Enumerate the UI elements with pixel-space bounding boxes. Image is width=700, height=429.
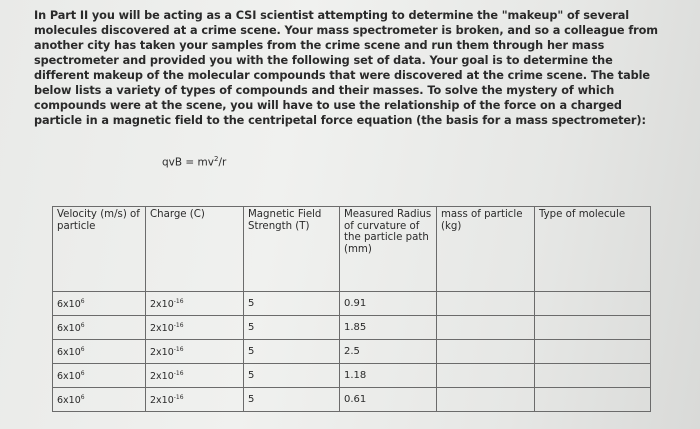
equation-exponent: 2 [214,155,219,163]
equation-left: qvB = mv [162,156,214,169]
charge-cell: $2x10^{-16}$ [146,316,244,340]
mass-spectrometer-data-table [52,206,651,412]
radius-cell: 1.85 [340,316,437,340]
charge-cell: $2x10^{-16}$ [146,388,244,412]
equation-right: /r [218,156,227,169]
molecule-type-cell[interactable] [535,364,651,388]
molecule-type-cell[interactable] [535,292,651,316]
mass-cell[interactable] [437,388,535,412]
velocity-cell: $6x10^6$ [53,388,146,412]
field-cell: 5 [244,292,340,316]
table-row [53,388,651,412]
header-charge: Charge (C) [146,207,244,292]
velocity-cell: $6x10^6$ [53,292,146,316]
mass-cell[interactable] [437,340,535,364]
molecule-type-cell[interactable] [535,316,651,340]
radius-cell: 2.5 [340,340,437,364]
charge-cell: $2x10^{-16}$ [146,340,244,364]
mass-cell[interactable] [437,292,535,316]
charge-cell: $2x10^{-16}$ [146,292,244,316]
mass-cell[interactable] [437,316,535,340]
velocity-cell: $6x10^6$ [53,364,146,388]
header-radius: Measured Radius of curvature of the particle path (mm) [340,207,437,292]
table-row [53,364,651,388]
radius-cell: 1.18 [340,364,437,388]
instructions-paragraph: In Part II you will be acting as a CSI scientist attempting to determine the "makeup" of several molecules discovered at a crime scene. Your mass spectrometer is broken, and so a colleague from another city has taken your samples from the crime scene and run them through her mass spectrometer and provided you with the following set of data. Your goal is to determine the different makeup of the molecular compounds that were discovered at the crime scene. The table below lists a variety of types of compounds and their masses. To solve the mystery of which compounds were at the scene, you will have to use the relationship of the force on a charged particle in a magnetic field to the centripetal force equation (the basis for a mass spectrometer): [34,9,658,127]
mass-cell[interactable] [437,364,535,388]
table-header-row [53,207,651,292]
velocity-cell: $6x10^6$ [53,340,146,364]
molecule-type-cell[interactable] [535,388,651,412]
molecule-type-cell[interactable] [535,340,651,364]
header-velocity: Velocity (m/s) of particle [53,207,146,292]
table-row [53,316,651,340]
charge-cell: $2x10^{-16}$ [146,364,244,388]
force-equation [162,155,226,169]
velocity-cell: $6x10^6$ [53,316,146,340]
table-row [53,292,651,316]
radius-cell: 0.61 [340,388,437,412]
radius-cell: 0.91 [340,292,437,316]
field-cell: 5 [244,388,340,412]
header-molecule-type: Type of molecule [535,207,651,292]
field-cell: 5 [244,364,340,388]
field-cell: 5 [244,340,340,364]
field-cell: 5 [244,316,340,340]
table-row [53,340,651,364]
header-mass: mass of particle (kg) [437,207,535,292]
header-magnetic-field: Magnetic Field Strength (T) [244,207,340,292]
